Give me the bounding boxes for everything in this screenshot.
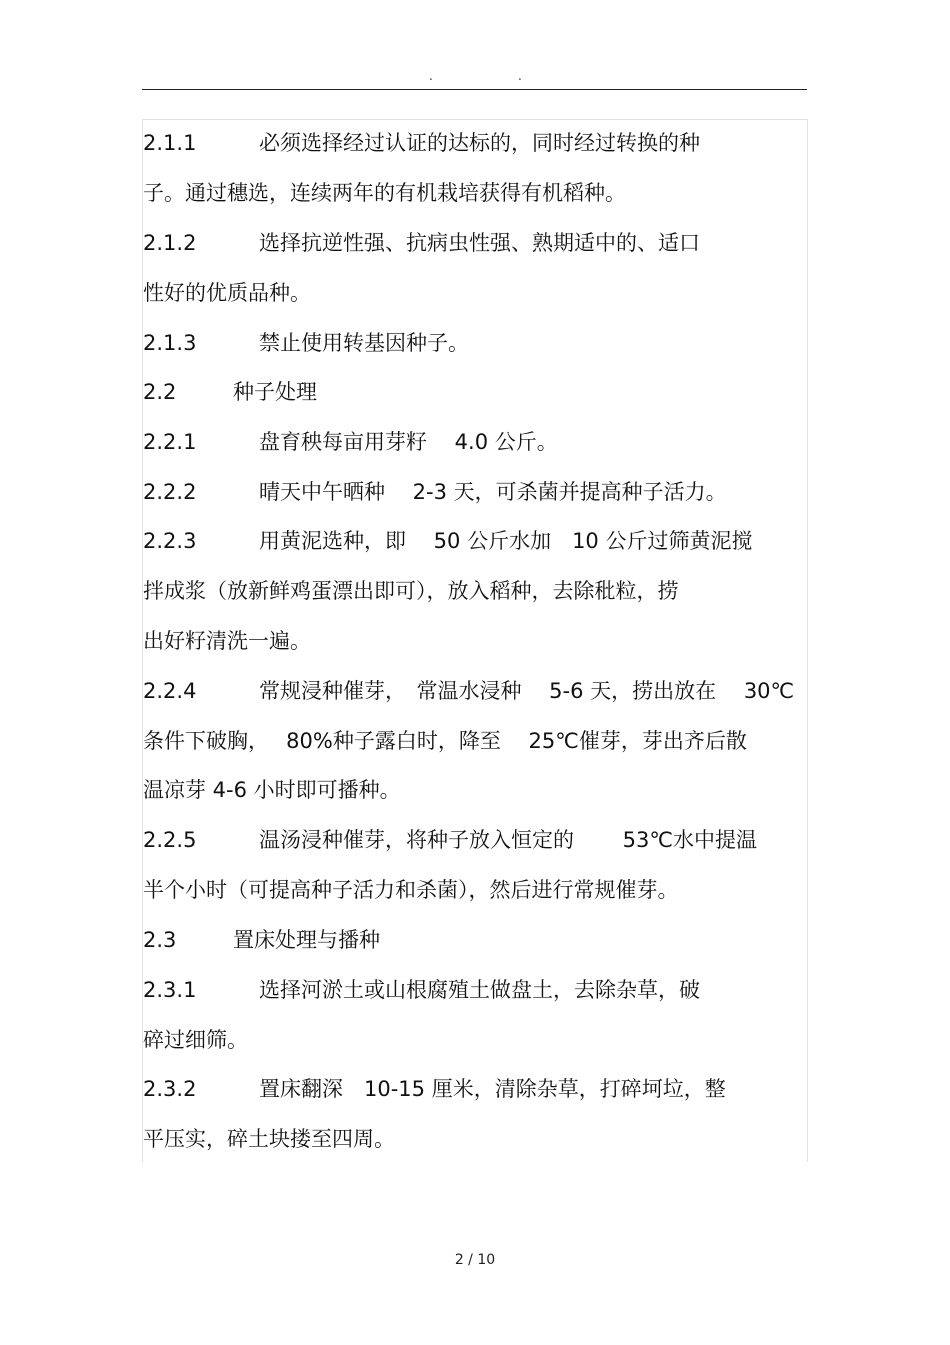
clause-number: 2.2.5	[143, 828, 197, 852]
paragraph-text: 温凉芽 4-6 小时即可播种。	[143, 778, 401, 802]
paragraph-text: 选择抗逆性强、抗病虫性强、熟期适中的、适口	[259, 231, 700, 255]
paragraph-text: 出好籽清洗一遍。	[143, 629, 311, 653]
paragraph-text: 碎过细筛。	[143, 1028, 248, 1052]
page-indicator: 2 / 10	[454, 1252, 496, 1268]
paragraph-text: 子。通过穗选，连续两年的有机栽培获得有机稻种。	[143, 181, 626, 205]
paragraph-text: 常规浸种催芽， 常温水浸种 5-6 天，捞出放在 30℃	[259, 679, 795, 703]
header-dot-right: .	[518, 69, 522, 83]
paragraph-text: 盘育秧每亩用芽籽 4.0 公斤。	[259, 430, 558, 454]
paragraph-text: 温汤浸种催芽，将种子放入恒定的 53℃水中提温	[259, 828, 757, 852]
paragraph-text: 选择河淤土或山根腐殖土做盘土，去除杂草，破	[259, 978, 700, 1002]
paragraph-text: 禁止使用转基因种子。	[259, 331, 469, 355]
paragraph-text: 平压实，碎土块搂至四周。	[143, 1127, 395, 1151]
clause-number: 2.3.1	[143, 978, 197, 1002]
clause-number: 2.3.2	[143, 1077, 197, 1101]
paragraph-text: 必须选择经过认证的达标的，同时经过转换的种	[259, 131, 700, 155]
clause-number: 2.1.3	[143, 331, 197, 355]
paragraph-text: 用黄泥选种，即 50 公斤水加 10 公斤过筛黄泥搅	[259, 529, 753, 553]
paragraph-text: 条件下破胸， 80%种子露白时，降至 25℃催芽，芽出齐后散	[143, 729, 747, 753]
clause-number: 2.1.1	[143, 131, 197, 155]
paragraph-text: 拌成浆（放新鲜鸡蛋漂出即可），放入稻种，去除秕粒，捞	[143, 579, 679, 603]
clause-number: 2.2.1	[143, 430, 197, 454]
clause-number: 2.2.2	[143, 480, 197, 504]
paragraph-text: 性好的优质品种。	[143, 281, 311, 305]
header-dot-left: .	[429, 69, 433, 83]
page-header	[0, 68, 950, 84]
section-number: 2.2	[143, 380, 177, 404]
paragraph-text: 置床翻深 10-15 厘米，清除杂草，打碎坷垃，整	[259, 1077, 726, 1101]
section-title: 置床处理与播种	[233, 928, 380, 952]
header-rule	[142, 89, 807, 90]
paragraph-text: 半个小时（可提高种子活力和杀菌），然后进行常规催芽。	[143, 878, 679, 902]
section-number: 2.3	[143, 928, 177, 952]
clause-number: 2.2.3	[143, 529, 197, 553]
paragraph-text: 晴天中午晒种 2-3 天，可杀菌并提高种子活力。	[259, 480, 727, 504]
clause-number: 2.2.4	[143, 679, 197, 703]
section-title: 种子处理	[233, 380, 317, 404]
clause-number: 2.1.2	[143, 231, 197, 255]
